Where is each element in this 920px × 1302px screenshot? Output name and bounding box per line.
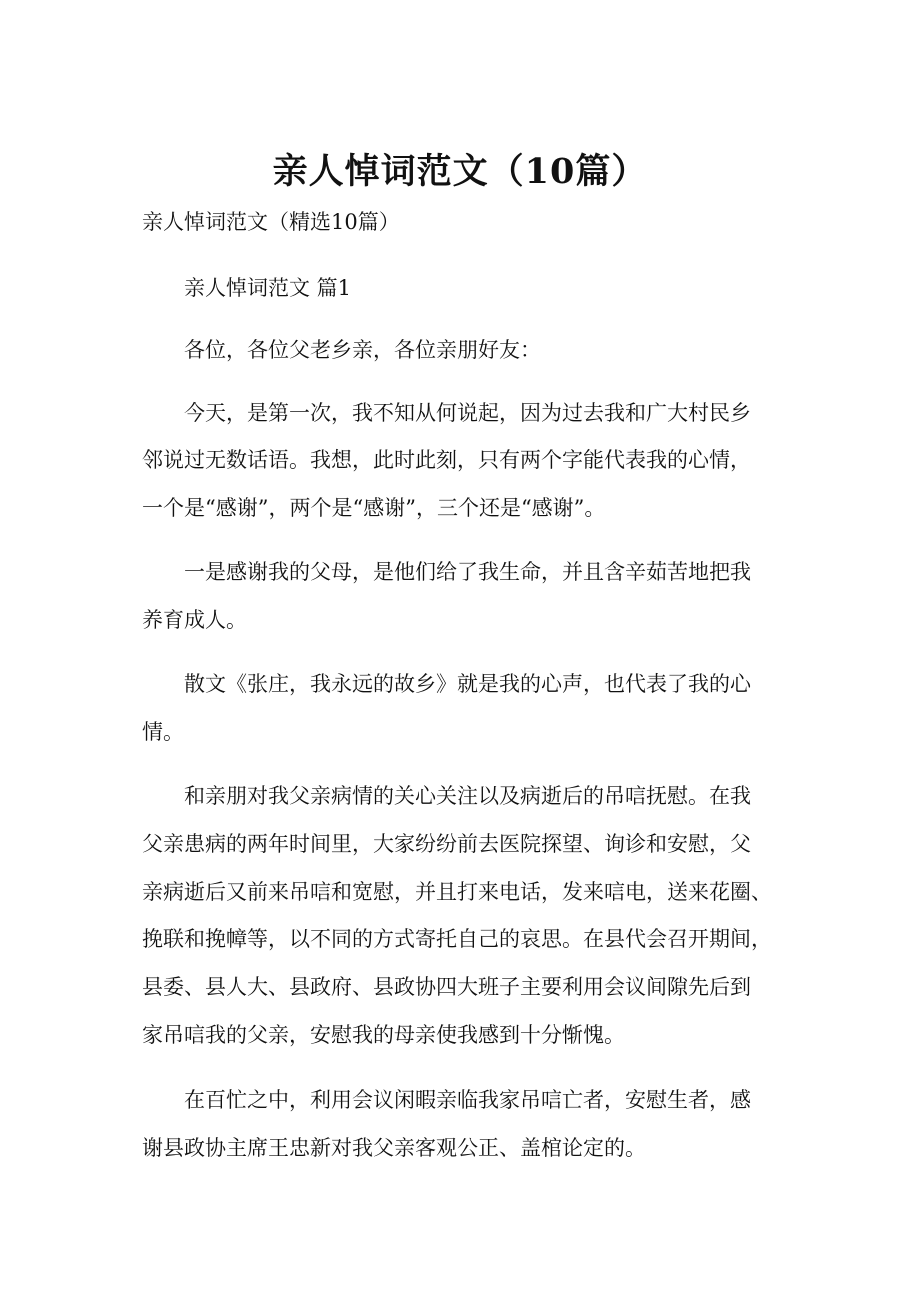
paragraph-line: 一个是“感谢”，两个是“感谢”，三个还是“感谢”。: [142, 496, 606, 520]
paragraph-line: 情。: [142, 720, 184, 744]
paragraph-line: 挽联和挽幛等，以不同的方式寄托自己的哀思。在县代会召开期间，: [142, 927, 772, 951]
paragraph-line: 邻说过无数话语。我想，此时此刻，只有两个字能代表我的心情，: [142, 448, 751, 472]
paragraph-line: 谢县政协主席王忠新对我父亲客观公正、盖棺论定的。: [142, 1136, 646, 1160]
paragraph-line: 亲病逝后又前来吊唁和宽慰，并且打来电话，发来唁电，送来花圈、: [142, 880, 772, 904]
paragraph-line: 一是感谢我的父母，是他们给了我生命，并且含辛茹苦地把我: [184, 560, 751, 584]
paragraph-line: 和亲朋对我父亲病情的关心关注以及病逝后的吊唁抚慰。在我: [184, 784, 751, 808]
paragraph-line: 家吊唁我的父亲，安慰我的母亲使我感到十分惭愧。: [142, 1023, 625, 1047]
paragraph-line: 今天，是第一次，我不知从何说起，因为过去我和广大村民乡: [184, 401, 751, 425]
paragraph-line: 养育成人。: [142, 608, 247, 632]
section-heading: 亲人悼词范文 篇1: [184, 276, 352, 300]
paragraph-line: 散文《张庄，我永远的故乡》就是我的心声，也代表了我的心: [184, 672, 751, 696]
paragraph-line: 在百忙之中，利用会议闲暇亲临我家吊唁亡者，安慰生者，感: [184, 1088, 751, 1112]
document-subtitle: 亲人悼词范文（精选10篇）: [142, 210, 400, 234]
paragraph-line: 县委、县人大、县政府、县政协四大班子主要利用会议间隙先后到: [142, 975, 751, 999]
salutation-line: 各位，各位父老乡亲，各位亲朋好友：: [184, 338, 541, 362]
paragraph-line: 父亲患病的两年时间里，大家纷纷前去医院探望、询诊和安慰，父: [142, 832, 751, 856]
document-title: 亲人悼词范文（10篇）: [272, 151, 648, 192]
